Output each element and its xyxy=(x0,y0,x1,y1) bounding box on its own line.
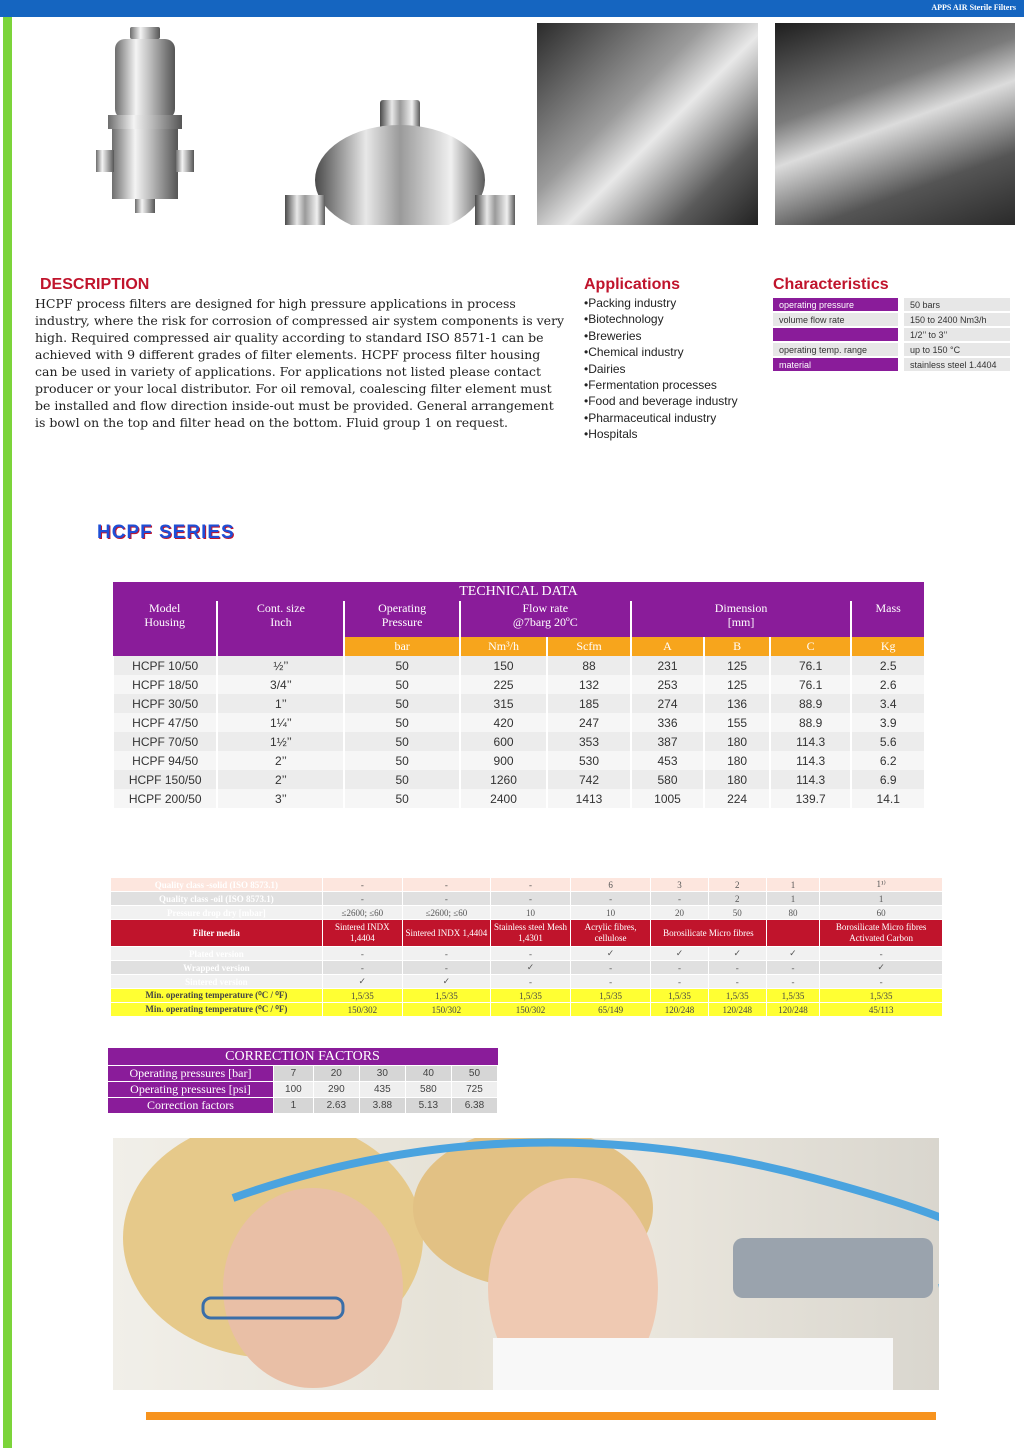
brand-title: APPS AIR Sterile Filters xyxy=(931,3,1016,12)
table-cell: - xyxy=(571,975,651,989)
table-cell: 120/248 xyxy=(708,1003,766,1017)
table-cell: 420 xyxy=(460,713,547,732)
table-cell: 150/302 xyxy=(491,1003,571,1017)
char-key: operating temp. range xyxy=(773,343,898,356)
table-row xyxy=(111,947,943,961)
table-row xyxy=(111,920,943,947)
table-cell: 530 xyxy=(547,751,630,770)
char-value: up to 150 °C xyxy=(904,343,1010,356)
table-cell: 5.6 xyxy=(851,732,924,751)
table-cell: ✓ xyxy=(402,975,490,989)
table-cell: 150/302 xyxy=(322,1003,402,1017)
table-cell: ✓ xyxy=(651,947,709,961)
table-cell: 50 xyxy=(451,1066,497,1082)
unit-cell: A xyxy=(631,637,705,656)
characteristics-title: Characteristics xyxy=(773,276,889,293)
table-cell: 1¹⁾ xyxy=(820,878,943,892)
table-cell: Sintered INDX 1,4404 xyxy=(402,920,490,947)
lab-workers-photo xyxy=(113,1138,939,1390)
filter-quality-table xyxy=(110,877,943,1017)
table-cell xyxy=(766,920,820,947)
table-cell: 125 xyxy=(704,675,770,694)
char-value: 1/2’’ to 3’’ xyxy=(904,328,1010,341)
series-logo: HCPF SERIES xyxy=(97,522,235,543)
table-cell: HCPF 94/50 xyxy=(113,751,217,770)
pipe-weld-photo xyxy=(775,23,1015,225)
row-label: Pressure drop dry [mbar] xyxy=(111,906,323,920)
unit-cell: Scfm xyxy=(547,637,630,656)
table-cell: HCPF 30/50 xyxy=(113,694,217,713)
table-cell: 50 xyxy=(708,906,766,920)
table-cell: ✓ xyxy=(708,947,766,961)
table-row xyxy=(113,789,924,808)
table-row xyxy=(108,1082,498,1098)
table-cell: 1260 xyxy=(460,770,547,789)
units-row xyxy=(113,637,924,656)
table-cell: 1 xyxy=(820,892,943,906)
col-flow-rate: Flow rate @7barg 20ºC xyxy=(460,601,631,637)
filter-bowl-photo xyxy=(285,95,515,225)
table-cell: - xyxy=(322,878,402,892)
table-cell: 247 xyxy=(547,713,630,732)
col-pressure: Operating Pressure xyxy=(344,601,459,637)
table-cell: 114.3 xyxy=(770,732,852,751)
table-cell: 60 xyxy=(820,906,943,920)
table-cell: - xyxy=(708,961,766,975)
table-cell: 88.9 xyxy=(770,713,852,732)
table-row xyxy=(113,656,924,675)
table-cell: 132 xyxy=(547,675,630,694)
applications-title: Applications xyxy=(584,276,681,293)
list-item: • Pharmaceutical industry xyxy=(584,410,738,426)
table-cell: 1 xyxy=(766,878,820,892)
table-cell: - xyxy=(491,947,571,961)
table-row xyxy=(113,694,924,713)
table-row xyxy=(108,1098,498,1114)
top-bar xyxy=(0,0,1024,17)
table-cell: HCPF 150/50 xyxy=(113,770,217,789)
table-cell: Acrylic fibres, cellulose xyxy=(571,920,651,947)
row-label: Operating pressures [psi] xyxy=(108,1082,274,1098)
table-row xyxy=(111,1003,943,1017)
table-cell: 45/113 xyxy=(820,1003,943,1017)
row-label: Quality class -oil (ISO 8573.1) xyxy=(111,892,323,906)
table-cell: 742 xyxy=(547,770,630,789)
table-cell: 50 xyxy=(344,713,459,732)
table-cell: 100 xyxy=(274,1082,314,1098)
table-cell: ✓ xyxy=(571,947,651,961)
table-cell: 2400 xyxy=(460,789,547,808)
table-cell: Stainless steel Mesh 1,4301 xyxy=(491,920,571,947)
table-cell: 435 xyxy=(359,1082,405,1098)
table-cell: 6.38 xyxy=(451,1098,497,1114)
table-cell: ✓ xyxy=(820,961,943,975)
table-cell: 50 xyxy=(344,694,459,713)
table-cell: 50 xyxy=(344,675,459,694)
table-cell: - xyxy=(651,961,709,975)
table-cell: 315 xyxy=(460,694,547,713)
table-cell: 3’’ xyxy=(217,789,344,808)
table-cell: 1¼’’ xyxy=(217,713,344,732)
table-cell: 900 xyxy=(460,751,547,770)
char-key xyxy=(773,328,898,341)
char-key: material xyxy=(773,358,898,371)
table-cell: 580 xyxy=(631,770,705,789)
row-label: Filter media xyxy=(111,920,323,947)
table-cell: 3 xyxy=(651,878,709,892)
table-cell: 353 xyxy=(547,732,630,751)
table-cell: 1 xyxy=(766,892,820,906)
table-cell: 3.4 xyxy=(851,694,924,713)
table-cell: 1,5/35 xyxy=(766,989,820,1003)
table-cell: 76.1 xyxy=(770,675,852,694)
filter-housing-photo xyxy=(90,25,200,220)
unit-cell: C xyxy=(770,637,852,656)
table-cell: 10 xyxy=(571,906,651,920)
table-cell: HCPF 200/50 xyxy=(113,789,217,808)
table-cell: 2’’ xyxy=(217,770,344,789)
table-cell: 1½’’ xyxy=(217,732,344,751)
col-cont-size: Cont. size Inch xyxy=(217,601,344,637)
table-cell: 3/4’’ xyxy=(217,675,344,694)
table-cell: 185 xyxy=(547,694,630,713)
table-row xyxy=(773,343,1010,356)
table-cell: 231 xyxy=(631,656,705,675)
table-cell: 76.1 xyxy=(770,656,852,675)
table-row xyxy=(113,751,924,770)
table-cell: 600 xyxy=(460,732,547,751)
table-row xyxy=(108,1066,498,1082)
table-cell: - xyxy=(322,892,402,906)
col-mass: Mass xyxy=(851,601,924,637)
list-item: • Food and beverage industry xyxy=(584,393,738,409)
table-cell: 114.3 xyxy=(770,751,852,770)
col-dimension: Dimension [mm] xyxy=(631,601,852,637)
list-item: • Hospitals xyxy=(584,426,738,442)
table-cell: 453 xyxy=(631,751,705,770)
technical-data-table xyxy=(112,582,924,808)
table-cell: - xyxy=(766,975,820,989)
list-item: • Packing industry xyxy=(584,295,738,311)
unit-cell: bar xyxy=(344,637,459,656)
table-cell: 50 xyxy=(344,789,459,808)
table-cell: - xyxy=(651,892,709,906)
table-cell: 20 xyxy=(313,1066,359,1082)
table-cell: 14.1 xyxy=(851,789,924,808)
row-label: Min. operating temperature (⁰C / ⁰F) xyxy=(111,1003,323,1017)
table-row xyxy=(773,313,1010,326)
applications-list xyxy=(584,295,738,443)
table-cell: - xyxy=(766,961,820,975)
table-cell: HCPF 70/50 xyxy=(113,732,217,751)
table-cell: 1 xyxy=(274,1098,314,1114)
table-cell: 580 xyxy=(405,1082,451,1098)
table-cell: 120/248 xyxy=(651,1003,709,1017)
table-cell: 1,5/35 xyxy=(651,989,709,1003)
char-key: operating pressure xyxy=(773,298,898,311)
table-cell: 150 xyxy=(460,656,547,675)
table-cell: 20 xyxy=(651,906,709,920)
table-cell: ✓ xyxy=(491,961,571,975)
table-row xyxy=(111,975,943,989)
table-cell: ✓ xyxy=(322,975,402,989)
table-cell: - xyxy=(402,878,490,892)
row-label: Wrapped version xyxy=(111,961,323,975)
table-cell: ≤2600; ≤60 xyxy=(402,906,490,920)
correction-title: CORRECTION FACTORS xyxy=(108,1048,498,1066)
table-row xyxy=(773,298,1010,311)
table-cell: 50 xyxy=(344,770,459,789)
table-cell: 6.2 xyxy=(851,751,924,770)
unit-cell: B xyxy=(704,637,770,656)
table-row xyxy=(113,675,924,694)
table-cell: - xyxy=(708,975,766,989)
row-label: Sintered version xyxy=(111,975,323,989)
table-cell: 1,5/35 xyxy=(491,989,571,1003)
table-cell: Sintered INDX 1,4404 xyxy=(322,920,402,947)
table-cell: 65/149 xyxy=(571,1003,651,1017)
characteristics-table xyxy=(773,296,1010,373)
description-title: DESCRIPTION xyxy=(40,276,150,293)
table-cell: Borosilicate Micro fibres Activated Carbon xyxy=(820,920,943,947)
table-cell: 150/302 xyxy=(402,1003,490,1017)
table-row xyxy=(111,906,943,920)
table-cell: 2.5 xyxy=(851,656,924,675)
table-cell: 2.63 xyxy=(313,1098,359,1114)
table-cell: 1,5/35 xyxy=(571,989,651,1003)
table-cell: 225 xyxy=(460,675,547,694)
description-text: HCPF process filters are designed for high pressure applications in process industry, where the risk for corrosion of compressed air system components is very high. Required compressed air quality according to standard ISO 8571-1 can be achieved with 9 different grades of filter elements. HCPF process filter housing can be used in variety of applications. For applications not listed please contact producer or your local distributor. For oil removal, coalescing filter element must be installed and flow direction inside-out must be provided. General arrangement is bowl on the top and filter head on the bottom. Fluid group 1 on request. xyxy=(35,296,565,430)
table-cell: 6 xyxy=(571,878,651,892)
table-cell: - xyxy=(322,947,402,961)
char-value: 150 to 2400 Nm3/h xyxy=(904,313,1010,326)
table-cell: 224 xyxy=(704,789,770,808)
table-cell: 274 xyxy=(631,694,705,713)
list-item: • Fermentation processes xyxy=(584,377,738,393)
table-cell: 155 xyxy=(704,713,770,732)
table-cell: HCPF 18/50 xyxy=(113,675,217,694)
table-cell: 2’’ xyxy=(217,751,344,770)
table-row xyxy=(113,732,924,751)
table-cell: - xyxy=(571,961,651,975)
table-cell: - xyxy=(491,892,571,906)
table-cell: 114.3 xyxy=(770,770,852,789)
table-cell: 180 xyxy=(704,770,770,789)
table-cell: 2 xyxy=(708,892,766,906)
table-cell: - xyxy=(571,892,651,906)
table-cell: 387 xyxy=(631,732,705,751)
table-cell: - xyxy=(402,892,490,906)
col-model: Model Housing xyxy=(113,601,217,637)
table-cell: 50 xyxy=(344,732,459,751)
table-cell: 139.7 xyxy=(770,789,852,808)
table-row xyxy=(113,770,924,789)
table-cell: 136 xyxy=(704,694,770,713)
row-label: Quality class -solid (ISO 8573.1) xyxy=(111,878,323,892)
table-cell: - xyxy=(491,878,571,892)
table-cell: 50 xyxy=(344,656,459,675)
table-row xyxy=(113,713,924,732)
table-cell: HCPF 47/50 xyxy=(113,713,217,732)
unit-cell: Nm³/h xyxy=(460,637,547,656)
table-cell: 40 xyxy=(405,1066,451,1082)
table-cell: 1’’ xyxy=(217,694,344,713)
row-label: Operating pressures [bar] xyxy=(108,1066,274,1082)
table-cell: 2 xyxy=(708,878,766,892)
table-cell: Borosilicate Micro fibres xyxy=(651,920,767,947)
table-cell: 1,5/35 xyxy=(402,989,490,1003)
table-row xyxy=(111,878,943,892)
unit-cell: Kg xyxy=(851,637,924,656)
table-cell: 10 xyxy=(491,906,571,920)
table-row xyxy=(111,989,943,1003)
table-cell: 1,5/35 xyxy=(322,989,402,1003)
correction-factors-table xyxy=(107,1048,498,1114)
table-cell: 30 xyxy=(359,1066,405,1082)
table-cell: 88 xyxy=(547,656,630,675)
table-cell: 88.9 xyxy=(770,694,852,713)
table-cell: - xyxy=(491,975,571,989)
table-cell: ✓ xyxy=(766,947,820,961)
table-cell: ½’’ xyxy=(217,656,344,675)
table-cell: 50 xyxy=(344,751,459,770)
table-cell: 1005 xyxy=(631,789,705,808)
row-label: Min. operating temperature (⁰C / ⁰F) xyxy=(111,989,323,1003)
table-cell: 180 xyxy=(704,751,770,770)
table-cell: - xyxy=(322,961,402,975)
table-cell: 5.13 xyxy=(405,1098,451,1114)
table-cell: - xyxy=(402,947,490,961)
list-item: • Dairies xyxy=(584,361,738,377)
table-row xyxy=(773,358,1010,371)
table-cell: - xyxy=(651,975,709,989)
row-label: Plated version xyxy=(111,947,323,961)
list-item: • Chemical industry xyxy=(584,344,738,360)
table-cell: 3.88 xyxy=(359,1098,405,1114)
list-item: • Biotechnology xyxy=(584,311,738,327)
technical-data-title: TECHNICAL DATA xyxy=(113,582,924,601)
table-cell: 1413 xyxy=(547,789,630,808)
table-cell: 7 xyxy=(274,1066,314,1082)
char-value: stainless steel 1.4404 xyxy=(904,358,1010,371)
table-cell: 125 xyxy=(704,656,770,675)
table-cell: 3.9 xyxy=(851,713,924,732)
table-cell: - xyxy=(820,975,943,989)
table-cell: 120/248 xyxy=(766,1003,820,1017)
table-cell: 1,5/35 xyxy=(820,989,943,1003)
table-cell: 336 xyxy=(631,713,705,732)
list-item: • Breweries xyxy=(584,328,738,344)
left-accent-bar xyxy=(3,17,12,1448)
table-cell: 2.6 xyxy=(851,675,924,694)
table-cell: 253 xyxy=(631,675,705,694)
table-cell: 6.9 xyxy=(851,770,924,789)
char-value: 50 bars xyxy=(904,298,1010,311)
table-cell: ≤2600; ≤60 xyxy=(322,906,402,920)
table-cell: HCPF 10/50 xyxy=(113,656,217,675)
table-cell: 290 xyxy=(313,1082,359,1098)
table-row xyxy=(111,892,943,906)
table-cell: 80 xyxy=(766,906,820,920)
table-cell: 1,5/35 xyxy=(708,989,766,1003)
table-cell: - xyxy=(820,947,943,961)
table-cell: 725 xyxy=(451,1082,497,1098)
table-cell: 180 xyxy=(704,732,770,751)
table-cell: - xyxy=(402,961,490,975)
table-row xyxy=(111,961,943,975)
char-key: volume flow rate xyxy=(773,313,898,326)
row-label: Correction factors xyxy=(108,1098,274,1114)
table-row xyxy=(773,328,1010,341)
pipe-clamp-photo xyxy=(537,23,758,225)
footer-bar xyxy=(146,1412,936,1420)
